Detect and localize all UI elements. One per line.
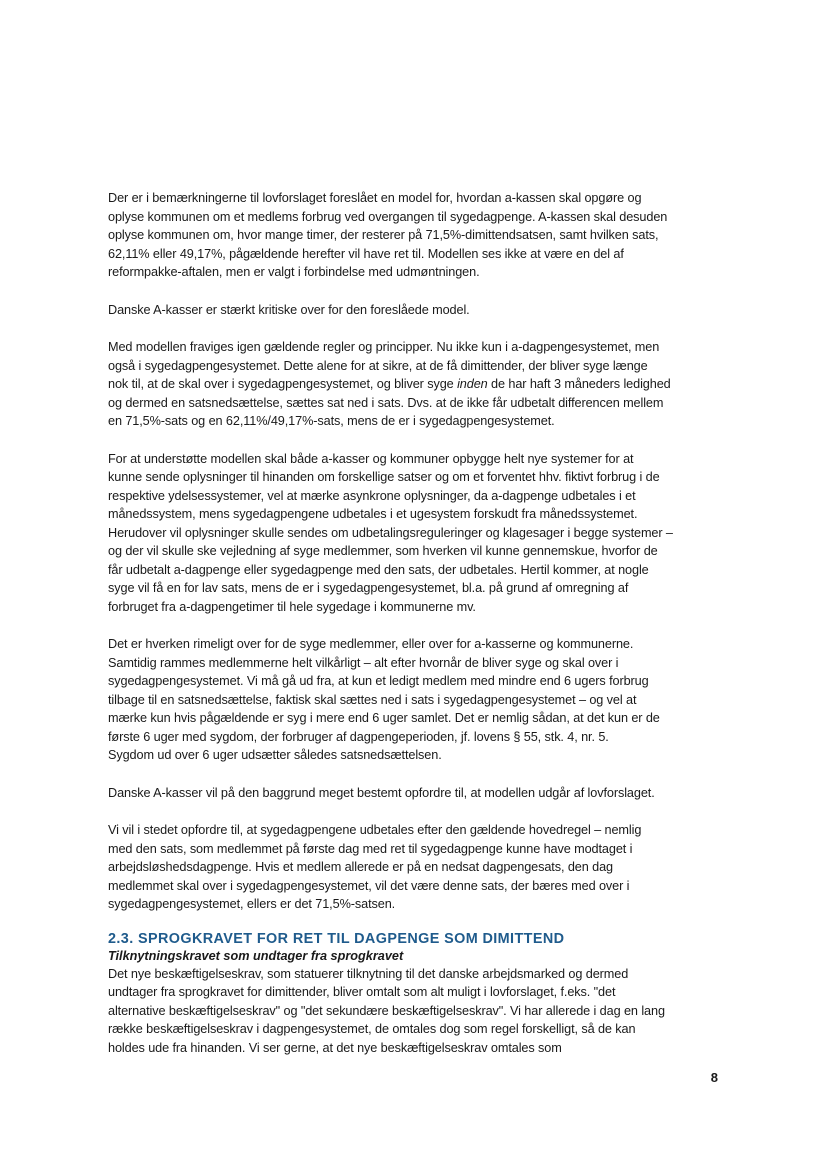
section-heading: 2.3. SPROGKRAVET FOR RET TIL DAGPENGE SOM DIMITTEND (108, 930, 565, 947)
paragraph-systems (108, 450, 720, 617)
text-line: oplyse kommunen om et medlems forbrug ved overgangen til sygedagpenge. A-kassen skal desuden (108, 209, 668, 224)
text-line: og der vil skulle ske vejledning af syge medlemmer, som hverken vil kunne gennemskue, hvorfor de (108, 544, 658, 558)
text-segment: de har haft 3 måneders ledighed (487, 377, 671, 391)
text-line: Med modellen fraviges igen gældende regler og principper. Nu ikke kun i a-dagpengesystemet, men (108, 340, 660, 354)
paragraph-language-requirement (108, 965, 720, 1058)
paragraph-fairness (108, 635, 720, 765)
text-line: Danske A-kasser er stærkt kritiske over for den foreslåede model. (108, 302, 470, 317)
text-line: respektive ydelsessystemer, vel at mærke asynkrone oplysninger, da a-dagpenge udbetales i et (108, 488, 636, 503)
text-line: mærke kun hvis pågældende er syg i mere end 6 uger samlet. Det er nemlig sådan, at det kun er de (108, 711, 660, 725)
text-line: kunne sende oplysninger til hinanden om forskellige satser og om et forventet hhv. fiktivt forbrug i de (108, 470, 660, 484)
text-line: får udbetalt a-dagpenge eller sygedagpenge med den sats, der udbetales. Hertil kommer, at nogle (108, 562, 649, 577)
text-line: sygedagpengesystemet, ellers er det 71,5%-satsen. (108, 897, 396, 911)
text-line: oplyse kommunen om, hvor mange timer, der resterer på 71,5%-dimittendsatsen, samt hvilken sats, (108, 228, 659, 242)
text-line: Det nye beskæftigelseskrav, som statuerer tilknytning til det danske arbejdsmarked og dermed (108, 966, 629, 981)
text-line: række beskæftigelseskrav i dagpengesystemet, de omtales dog som regel forskelligt, så de kan (108, 1022, 636, 1036)
paragraph-recommendation (108, 784, 720, 803)
text-segment: nok til, at de skal over i sygedagpengesystemet, og bliver syge (108, 377, 454, 391)
text-line: reformpakke-aftalen, men er valgt i forbindelse med udmøntningen. (108, 265, 480, 279)
text-line: og dermed en satsnedsættelse, sættes sat ned i sats. Dvs. at de ikke får udbetalt differencen mellem (108, 395, 664, 410)
text-line: sygedagpengesystemet. Vi må gå ud fra, at kun et ledigt medlem med mindre end 6 ugers forbrug (108, 674, 649, 688)
text-line: For at understøtte modellen skal både a-kasser og kommuner opbygge helt nye systemer for at (108, 451, 634, 466)
text-line: alternative beskæftigelseskrav" og "det sekundære beskæftigelseskrav". Vi har allerede i dag en lang (108, 1003, 665, 1018)
text-line: arbejdsløshedsdagpenge. Hvis et medlem allerede er på en nedsat dagpengesats, den dag (108, 860, 613, 874)
text-line: 62,11% eller 49,17%, pågældende herefter vil have ret til. Modellen ses ikke at være en del af (108, 246, 624, 261)
text-line: Vi vil i stedet opfordre til, at sygedagpengene udbetales efter den gældende hovedregel – nemlig (108, 823, 642, 837)
text-line: første 6 uger med sygdom, der forbruger af dagpengeperioden, jf. lovens § 55, stk. 4, nr. 5. (108, 729, 609, 744)
page-number: 8 (710, 1070, 718, 1085)
text-line-with-emphasis (108, 375, 720, 394)
paragraph-critique (108, 301, 720, 320)
text-line: tilbage til en satsnedsættelse, faktisk skal sættes ned i sats i sygedagpengesystemet – og vel at (108, 692, 637, 707)
document-body (108, 189, 720, 1076)
text-line: forbruget fra a-dagpengetimer til hele sygedage i kommunerne mv. (108, 599, 476, 614)
paragraph-principles (108, 338, 720, 431)
text-line: holdes ude fra hinanden. Vi ser gerne, at det nye beskæftigelseskrav omtales som (108, 1040, 562, 1055)
text-line: medlemmet skal over i sygedagpengesystemet, vil det være denne sats, der bæres med over i (108, 878, 630, 893)
text-line: Samtidig rammes medlemmerne helt vilkårligt – alt efter hvornår de bliver syge og skal over i (108, 655, 619, 670)
text-line: syge vil få en for lav sats, mens de er i sygedagpengesystemet, bl.a. på grund af omregning af (108, 581, 629, 595)
text-line: Sygdom ud over 6 uger udsætter således satsnedsættelsen. (108, 748, 442, 762)
text-line: månedssystem, mens sygedagpengene udbetales i et ugesystem forskudt fra månedssystemet. (108, 507, 638, 521)
paragraph-alternative (108, 821, 720, 914)
section-subheading: Tilknytningskravet som undtager fra sprogkravet (108, 948, 404, 963)
text-line: også i sygedagpengesystemet. Dette alene for at sikre, at de få dimittender, der bliver syge længe (108, 358, 648, 373)
text-line: med den sats, som medlemmet på første dag med ret til sygedagpenge kunne have modtaget i (108, 841, 633, 856)
paragraph-model-description (108, 189, 720, 282)
text-line: Herudover vil oplysninger skulle sendes om udbetalingsreguleringer og klagesager i begge systemer – (108, 525, 673, 540)
emphasis-word: inden (457, 377, 488, 391)
text-line: undtager fra sprogkravet for dimittender, bliver omtalt som alt muligt i lovforslaget, f.eks. "det (108, 985, 616, 999)
text-line: Det er hverken rimeligt over for de syge medlemmer, eller over for a-kasserne og kommunerne. (108, 637, 634, 651)
text-line: en 71,5%-sats og en 62,11%/49,17%-sats, mens de er i sygedagpengesystemet. (108, 414, 555, 428)
text-line: Danske A-kasser vil på den baggrund meget bestemt opfordre til, at modellen udgår af lovforslaget. (108, 785, 655, 800)
text-line: Der er i bemærkningerne til lovforslaget foreslået en model for, hvordan a-kassen skal opgøre og (108, 191, 642, 205)
